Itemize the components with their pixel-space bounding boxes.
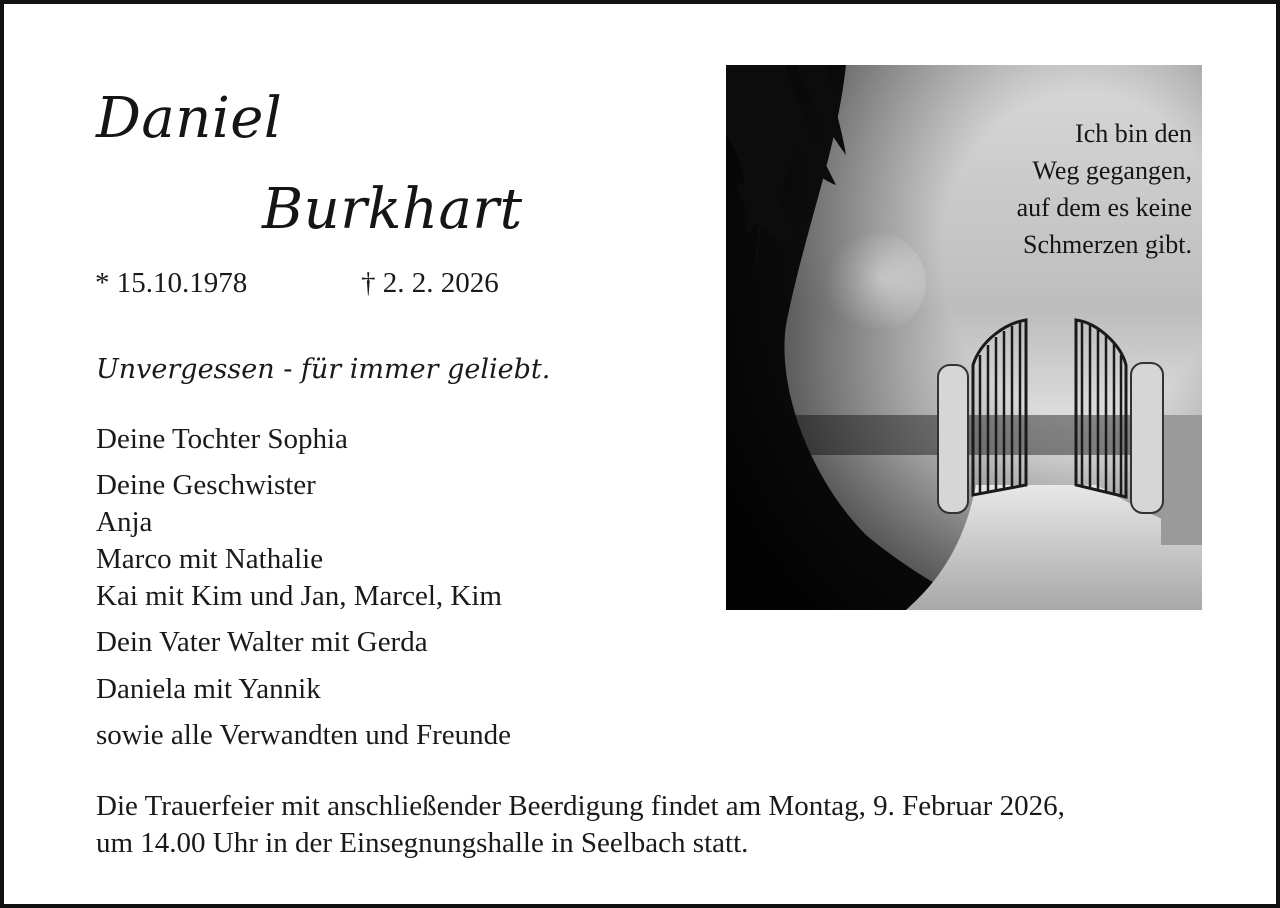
ceremony-info — [96, 788, 1065, 862]
mourner-line: Deine Tochter Sophia — [96, 423, 348, 455]
poem-line: Ich bin den — [1075, 119, 1192, 148]
motto: Unvergessen - für immer geliebt. — [96, 354, 551, 385]
mourner-line: Dein Vater Walter mit Gerda — [96, 626, 428, 658]
mourner-line: Anja — [96, 506, 153, 538]
death-date: † 2. 2. 2026 — [361, 267, 499, 299]
poem-line: Weg gegangen, — [1032, 156, 1192, 185]
ceremony-line: um 14.00 Uhr in der Einsegnungshalle in Seelbach statt. — [96, 827, 749, 859]
mourner-line: Marco mit Nathalie — [96, 543, 324, 575]
mourner-line: Kai mit Kim und Jan, Marcel, Kim — [96, 580, 502, 612]
mourner-line: Deine Geschwister — [96, 469, 316, 501]
poem — [1017, 115, 1192, 263]
last-name: Burkhart — [262, 177, 523, 242]
birth-date: * 15.10.1978 — [95, 267, 248, 299]
first-name: Daniel — [96, 86, 283, 151]
mourner-line: sowie alle Verwandten und Freunde — [96, 719, 512, 751]
gate-illustration — [726, 65, 1202, 610]
poem-line: Schmerzen gibt. — [1023, 230, 1192, 259]
ceremony-line: Die Trauerfeier mit anschließender Beerdigung findet am Montag, 9. Februar 2026, — [96, 790, 1065, 822]
poem-line: auf dem es keine — [1016, 193, 1192, 222]
mourner-line: Daniela mit Yannik — [96, 673, 321, 705]
